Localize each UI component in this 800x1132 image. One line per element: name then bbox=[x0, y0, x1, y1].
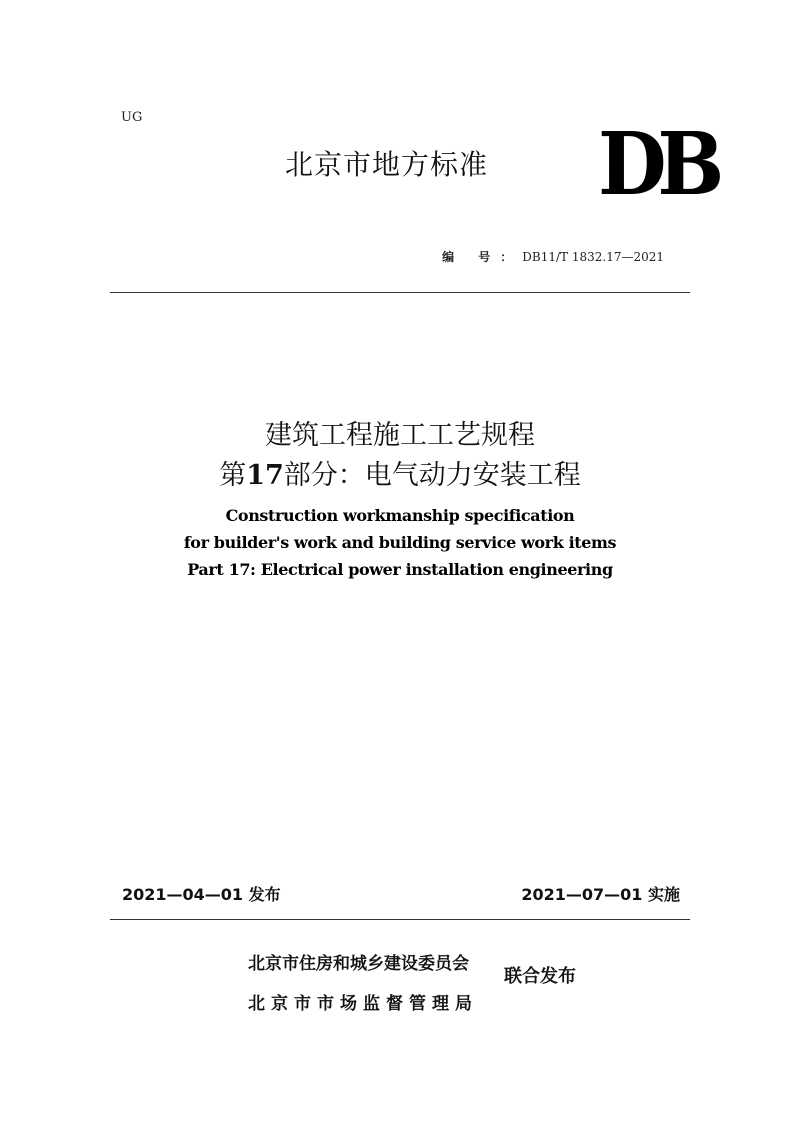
title-en bbox=[110, 502, 690, 583]
ics-code: UG bbox=[121, 110, 143, 125]
db-logo: DB bbox=[598, 114, 716, 215]
bottom-divider bbox=[110, 919, 690, 920]
title-en-line2: for builder's work and building service work items bbox=[183, 533, 617, 552]
top-divider bbox=[110, 292, 690, 293]
title-block bbox=[110, 416, 690, 583]
standard-number-label: 编 号： bbox=[442, 250, 523, 264]
title-en-line3: Part 17: Electrical power installation engineering bbox=[187, 560, 613, 579]
standard-number-value: DB11/T 1832.17—2021 bbox=[522, 250, 664, 264]
issuing-organizations bbox=[248, 944, 478, 1024]
standard-number bbox=[442, 248, 664, 265]
title-cn-part-prefix: 第 bbox=[219, 460, 247, 491]
title-cn-line2 bbox=[110, 456, 690, 496]
joint-issue-label: 联合发布 bbox=[504, 966, 576, 987]
standard-category-title: 北京市地方标准 bbox=[285, 148, 489, 181]
title-cn-part-number: 17 bbox=[246, 460, 284, 491]
issue-date: 2021—04—01 发布 bbox=[122, 885, 281, 904]
title-cn-part-suffix: 部分：电气动力安装工程 bbox=[283, 460, 581, 491]
title-cn-line1: 建筑工程施工工艺规程 bbox=[265, 420, 535, 451]
issuer-market-regulation: 北京市市场监督管理局 bbox=[248, 994, 478, 1014]
issuer-housing-commission: 北京市住房和城乡建设委员会 bbox=[248, 954, 469, 974]
title-en-line1: Construction workmanship specification bbox=[225, 506, 575, 525]
implementation-date: 2021—07—01 实施 bbox=[521, 885, 680, 904]
